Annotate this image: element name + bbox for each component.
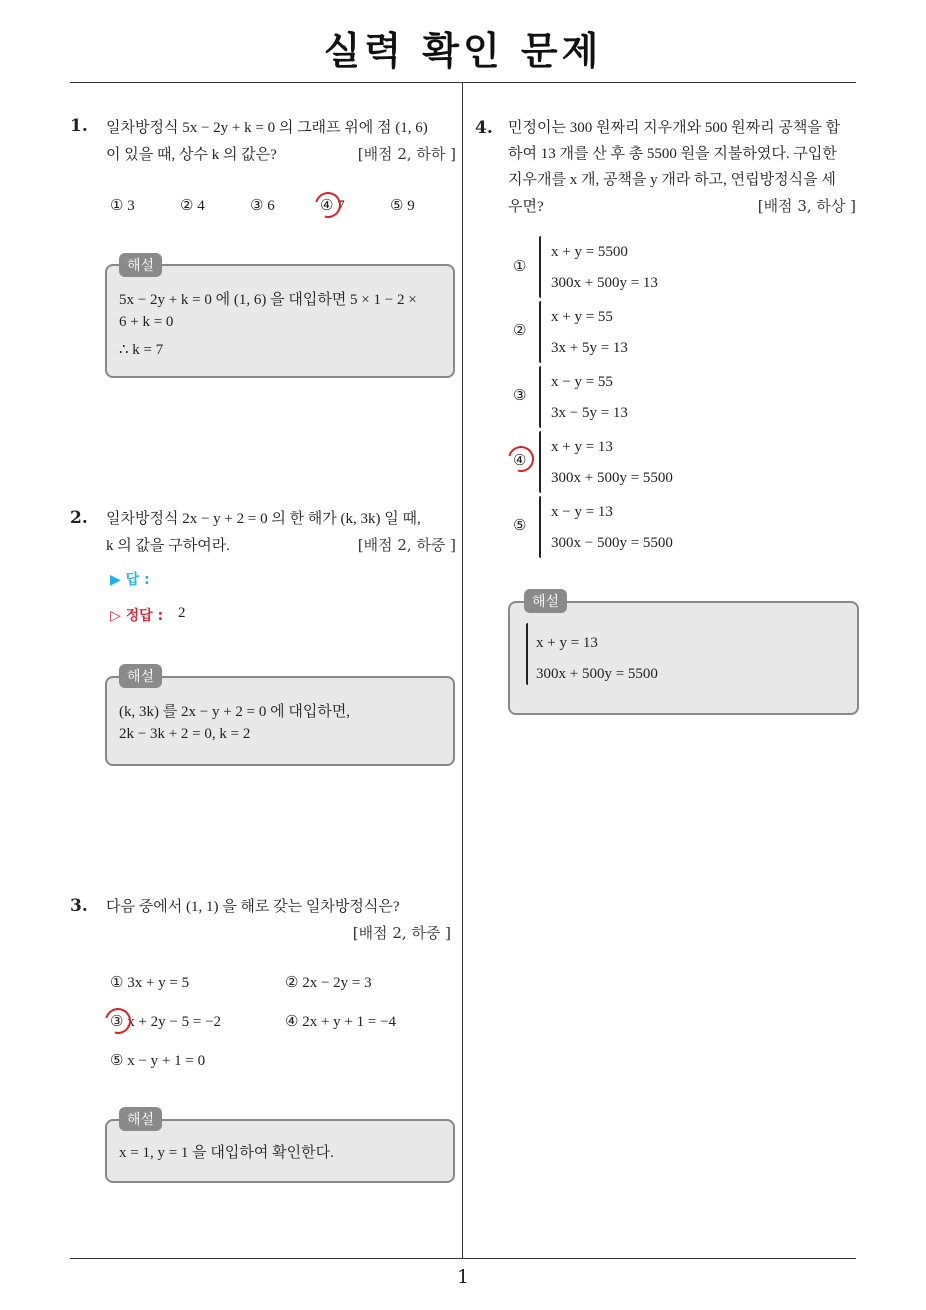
question-number: 2.: [70, 508, 88, 528]
question-text: 지우개를 x 개, 공책을 y 개라 하고, 연립방정식을 세: [508, 172, 836, 188]
question-number: 1.: [70, 116, 88, 136]
equation: 3x + 5y = 13: [551, 340, 628, 356]
solution-box: [105, 264, 455, 378]
score-meta: [배점 2, 하중 ]: [352, 924, 451, 942]
score-meta: [배점 3, 하상 ]: [757, 197, 856, 215]
question-number: 4.: [475, 118, 493, 138]
correct-answer-value: 2: [178, 605, 186, 621]
bottom-rule: [70, 1258, 856, 1259]
option-1[interactable]: ① 3: [110, 198, 135, 214]
solution-line: 6 + k = 0: [119, 314, 174, 330]
solution-line: x + y = 13: [536, 635, 598, 651]
question-text: 일차방정식 5x − 2y + k = 0 의 그래프 위에 점 (1, 6): [106, 120, 428, 136]
brace-icon: [539, 301, 541, 363]
correct-answer-mark-icon: [310, 187, 346, 223]
equation: x + y = 55: [551, 309, 613, 325]
brace-icon: [539, 366, 541, 428]
question-text: 일차방정식 2x − y + 2 = 0 의 한 해가 (k, 3k) 일 때,: [106, 511, 421, 527]
option-1[interactable]: ① 3x + y = 5: [110, 975, 190, 991]
question-text: 우면?: [508, 199, 544, 215]
correct-answer-mark-icon: [503, 441, 539, 477]
question-text: 하여 13 개를 산 후 총 5500 원을 지불하였다. 구입한: [508, 146, 837, 162]
solution-tag: 해설: [524, 589, 567, 613]
option-5[interactable]: ⑤ x − y + 1 = 0: [110, 1053, 206, 1069]
option-3[interactable]: ③ 6: [250, 198, 275, 214]
correct-answer-mark-icon: [100, 1003, 136, 1039]
solution-tag: 해설: [119, 253, 162, 277]
top-rule: [70, 82, 856, 83]
score-meta: [배점 2, 하하 ]: [357, 145, 456, 163]
solution-line: 5x − 2y + k = 0 에 (1, 6) 을 대입하면 5 × 1 − 2 ×: [119, 292, 417, 308]
option-label: ②: [513, 321, 527, 339]
solution-line: 300x + 500y = 5500: [536, 666, 658, 682]
equation: x − y = 13: [551, 504, 613, 520]
solution-line: x = 1, y = 1 을 대입하여 확인한다.: [119, 1145, 334, 1161]
option-5[interactable]: ⑤ 9: [390, 198, 415, 214]
correct-answer-label: ▷ 정답 :: [110, 608, 164, 624]
option-label: ③: [513, 386, 527, 404]
answer-field[interactable]: ▶ 답 :: [110, 572, 150, 588]
question-text: 민정이는 300 원짜리 지우개와 500 원짜리 공책을 합: [508, 120, 841, 136]
solution-tag: 해설: [119, 664, 162, 688]
solution-line: 2k − 3k + 2 = 0, k = 2: [119, 726, 251, 742]
equation: x + y = 5500: [551, 244, 628, 260]
equation: x + y = 13: [551, 439, 613, 455]
option-2[interactable]: ② 2x − 2y = 3: [285, 975, 372, 991]
equation: 300x + 500y = 5500: [551, 470, 673, 486]
score-meta: [배점 2, 하중 ]: [357, 536, 456, 554]
option-4[interactable]: ④ 7: [320, 198, 345, 214]
question-text: k 의 값을 구하여라.: [106, 538, 230, 554]
option-label: ①: [513, 257, 527, 275]
question-text: 이 있을 때, 상수 k 의 값은?: [106, 147, 277, 163]
brace-icon: [539, 431, 541, 493]
option-2[interactable]: ② 4: [180, 198, 205, 214]
question-text: 다음 중에서 (1, 1) 을 해로 갖는 일차방정식은?: [106, 899, 400, 915]
question-number: 3.: [70, 896, 88, 916]
column-divider: [462, 83, 463, 1259]
page-number: 1: [456, 1266, 470, 1288]
solution-line: ∴ k = 7: [119, 342, 164, 358]
equation: 300x + 500y = 13: [551, 275, 658, 291]
option-3[interactable]: ③ x + 2y − 5 = −2: [110, 1014, 222, 1030]
equation: x − y = 55: [551, 374, 613, 390]
solution-tag: 해설: [119, 1107, 162, 1131]
equation: 300x − 500y = 5500: [551, 535, 673, 551]
brace-icon: [539, 496, 541, 558]
solution-box: [105, 676, 455, 766]
equation: 3x − 5y = 13: [551, 405, 628, 421]
brace-icon: [539, 236, 541, 298]
option-label: ④: [513, 451, 527, 469]
page-title: 실력 확인 문제: [323, 29, 603, 73]
option-4[interactable]: ④ 2x + y + 1 = −4: [285, 1014, 397, 1030]
solution-box: [508, 601, 859, 715]
brace-icon: [526, 623, 528, 685]
solution-line: (k, 3k) 를 2x − y + 2 = 0 에 대입하면,: [119, 704, 351, 720]
option-label: ⑤: [513, 516, 527, 534]
